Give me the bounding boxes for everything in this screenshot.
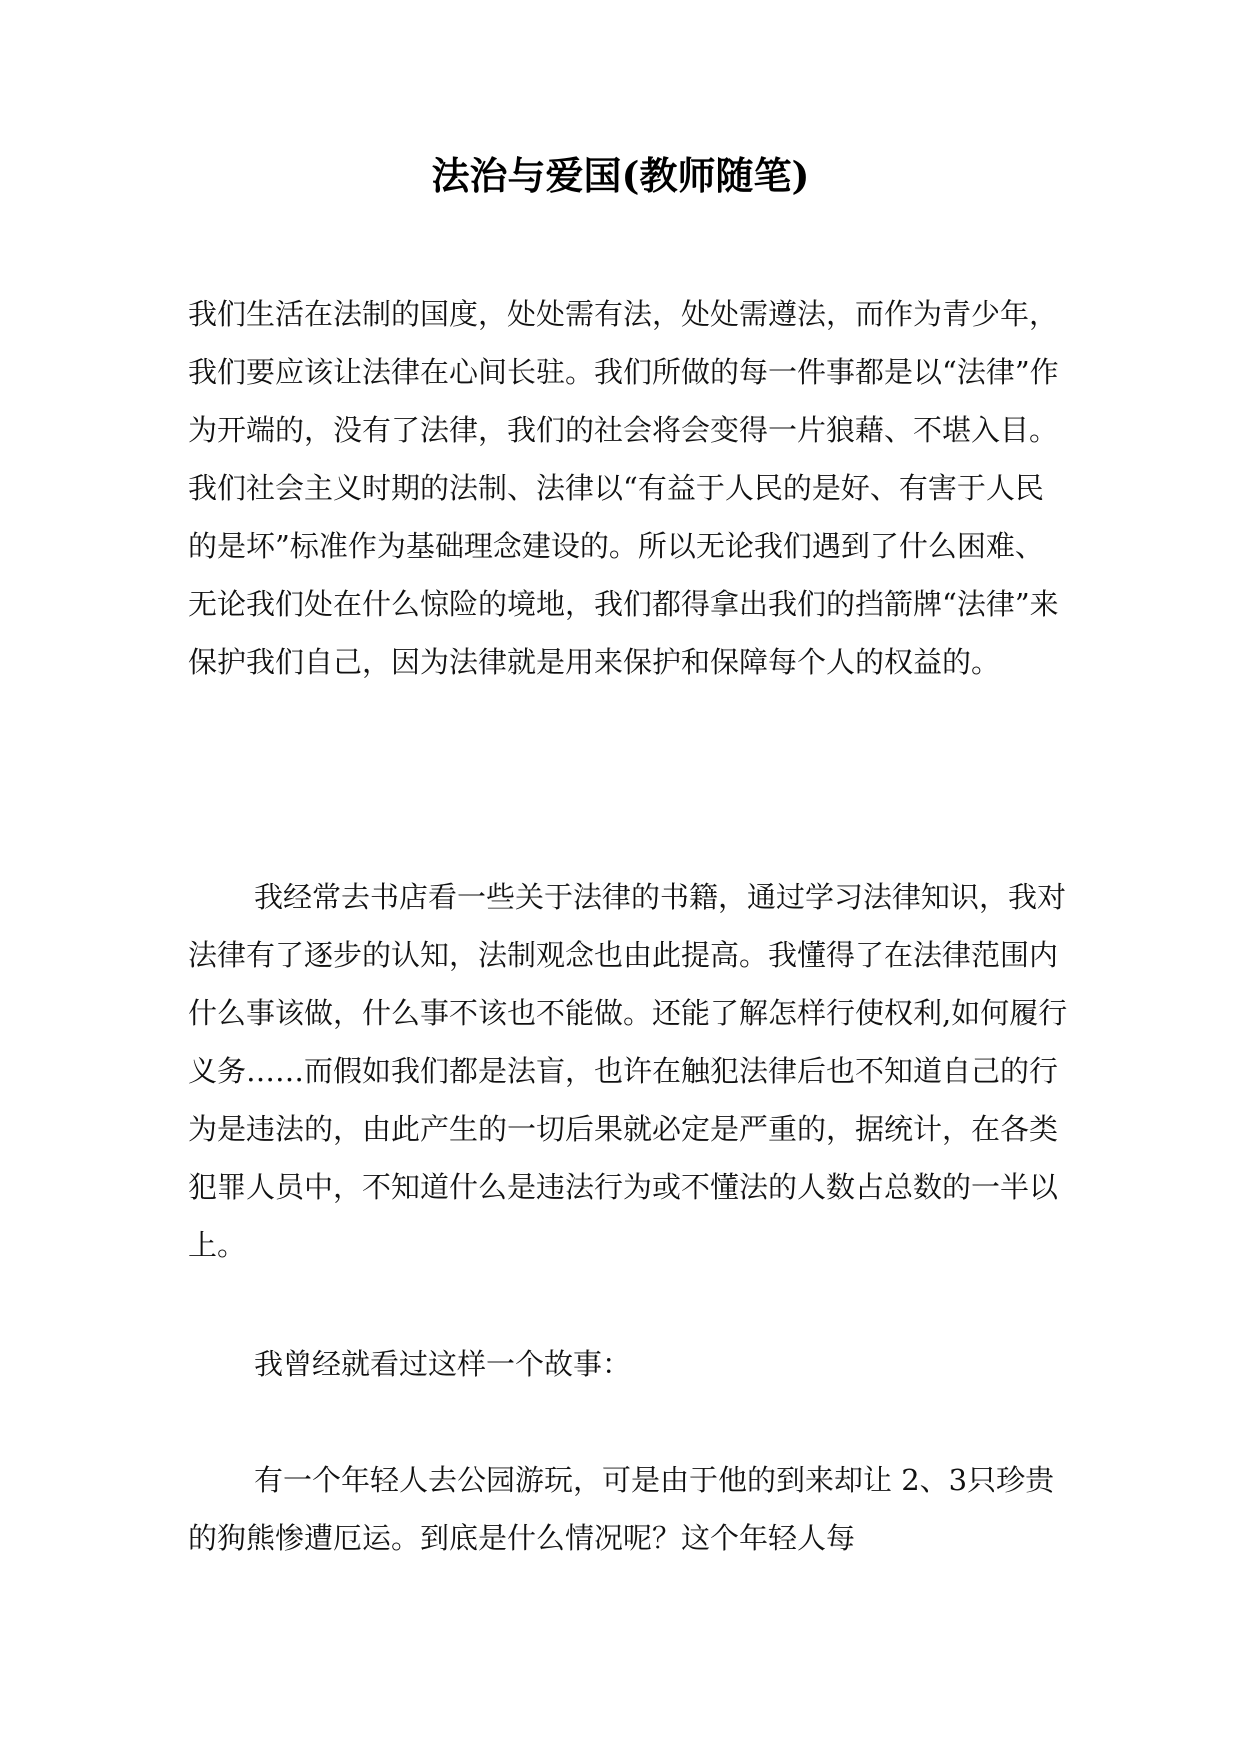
paragraph-1: 我们生活在法制的国度，处处需有法，处处需遵法，而作为青少年，我们要应该让法律在心间长驻。我们所做的每一件事都是以“法律”作为开端的，没有了法律，我们的社会将会变得一片狼藉、不堪入目。我们社会主义时期的法制、法律以“有益于人民的是好、有害于人民的是坏”标准作为基础理念建设的。所以无论我们遇到了什么困难、无论我们处在什么惊险的境地，我们都得拿出我们的挡箭牌“法律”来保护我们自己，因为法律就是用来保护和保障每个人的权益的。 xyxy=(188,297,1059,679)
document-title: 法治与爱国(教师随笔) xyxy=(431,153,810,198)
paragraph-4: 有一个年轻人去公园游玩，可是由于他的到来却让 2、3只珍贵的狗熊惨遭厄运。到底是什么情况呢？这个年轻人每 xyxy=(188,1463,1055,1555)
paragraph-2: 我经常去书店看一些关于法律的书籍，通过学习法律知识，我对法律有了逐步的认知，法制观念也由此提高。我懂得了在法律范围内什么事该做，什么事不该也不能做。还能了解怎样行使权利,如何履行义务……而假如我们都是法盲，也许在触犯法律后也不知道自己的行为是违法的，由此产生的一切后果就必定是严重的，据统计，在各类犯罪人员中，不知道什么是违法行为或不懂法的人数占总数的一半以上。 xyxy=(188,880,1068,1262)
paragraph-3: 我曾经就看过这样一个故事： xyxy=(254,1347,632,1381)
